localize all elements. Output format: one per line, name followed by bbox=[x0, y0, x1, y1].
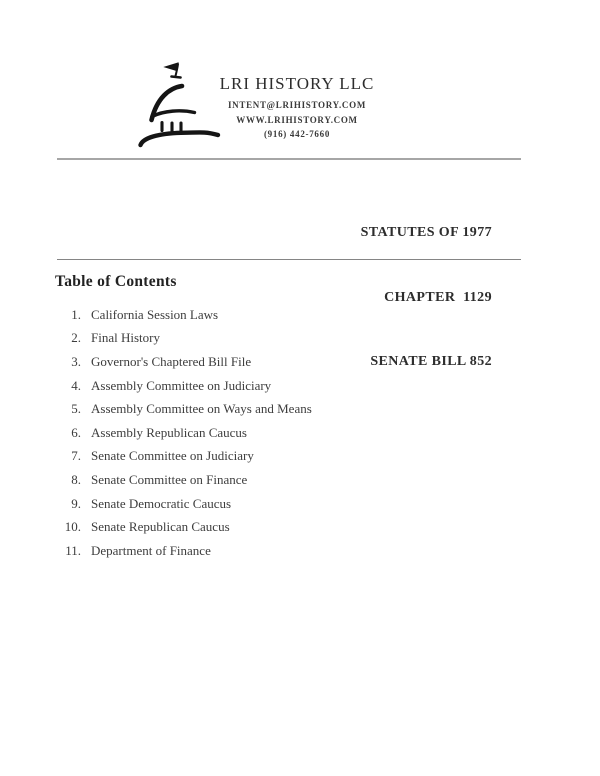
toc-item-number: 2. bbox=[71, 330, 81, 346]
capitol-dome-sketch-icon bbox=[136, 58, 228, 152]
toc-item-label: California Session Laws bbox=[91, 306, 219, 322]
toc-item-label: Senate Democratic Caucus bbox=[91, 495, 232, 511]
toc-list bbox=[55, 303, 475, 563]
toc-item-label: Senate Republican Caucus bbox=[91, 519, 230, 535]
toc-item-label: Senate Committee on Finance bbox=[91, 471, 248, 487]
toc-item bbox=[55, 515, 475, 539]
toc-item-label: Department of Finance bbox=[91, 542, 211, 558]
toc-item bbox=[55, 539, 475, 563]
toc-item-number: 10. bbox=[64, 519, 81, 535]
toc-item-number: 3. bbox=[71, 353, 81, 369]
toc-item bbox=[55, 327, 475, 351]
senate-bill-line: SENATE BILL 852 bbox=[370, 354, 492, 369]
toc-item-number: 1. bbox=[71, 306, 81, 322]
toc-item-number: 4. bbox=[71, 377, 81, 393]
toc-item-label: Assembly Committee on Judiciary bbox=[91, 377, 272, 393]
company-website: WWW.LRIHISTORY.COM bbox=[236, 114, 358, 125]
toc-item-number: 5. bbox=[71, 401, 81, 417]
toc-title: Table of Contents bbox=[55, 273, 177, 290]
company-email: INTENT@LRIHISTORY.COM bbox=[227, 100, 367, 110]
toc-item bbox=[55, 492, 475, 516]
company-name: LRI HISTORY LLC bbox=[219, 74, 375, 93]
toc-item bbox=[55, 421, 475, 445]
company-phone: (916) 442-7660 bbox=[263, 129, 331, 140]
toc-item bbox=[55, 468, 475, 492]
divider-top bbox=[57, 158, 521, 160]
toc-item-number: 6. bbox=[71, 424, 81, 440]
toc-item bbox=[55, 445, 475, 469]
toc-item-label: Governor's Chaptered Bill File bbox=[91, 353, 252, 369]
divider-bottom bbox=[57, 259, 521, 260]
toc-item bbox=[55, 397, 475, 421]
toc-item bbox=[55, 303, 475, 327]
toc-item-label: Senate Committee on Judiciary bbox=[91, 448, 254, 464]
statutes-line: STATUTES OF 1977 bbox=[360, 225, 492, 240]
toc-item-number: 11. bbox=[65, 542, 81, 558]
toc-item-label: Assembly Republican Caucus bbox=[91, 424, 247, 440]
toc-item-label: Assembly Committee on Ways and Means bbox=[91, 401, 312, 417]
toc-item-number: 9. bbox=[71, 495, 81, 511]
toc-item-number: 7. bbox=[71, 448, 81, 464]
toc-item bbox=[55, 374, 475, 398]
toc-item bbox=[55, 350, 475, 374]
chapter-line: CHAPTER 1129 bbox=[384, 289, 492, 305]
letterhead bbox=[220, 74, 375, 142]
toc-item-label: Final History bbox=[91, 330, 160, 346]
toc-item-number: 8. bbox=[71, 471, 81, 487]
